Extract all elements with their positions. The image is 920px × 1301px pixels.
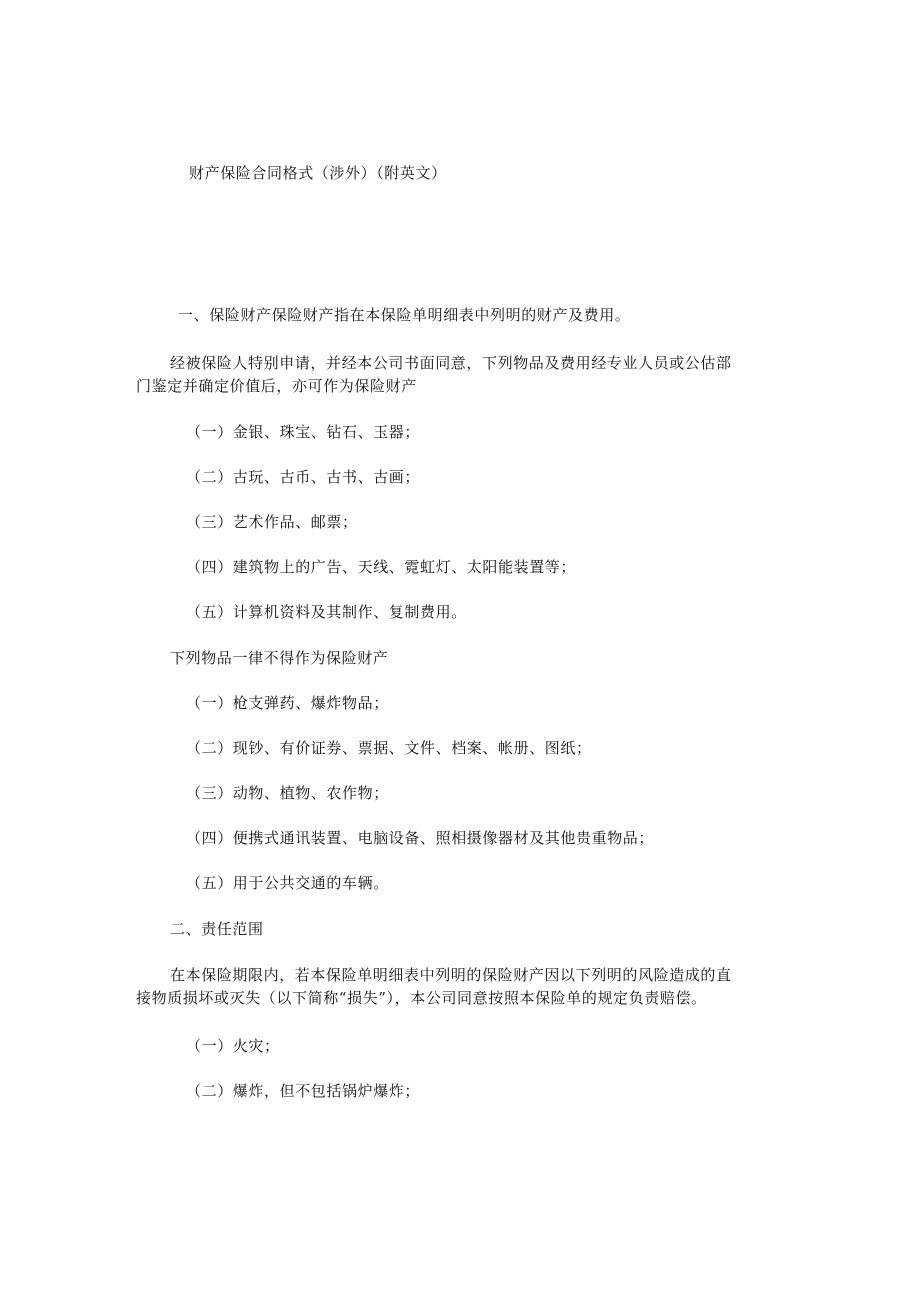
included-item: （五）计算机资料及其制作、复制费用。 [186, 603, 467, 621]
section-1-paragraph-line-1: 经被保险人特别申请，并经本公司书面同意，下列物品及费用经专业人员或公估部 [170, 354, 732, 372]
excluded-item: （二）现钞、有价证券、票据、文件、档案、帐册、图纸； [186, 739, 592, 757]
included-item: （三）艺术作品、邮票； [186, 513, 358, 531]
section-2-heading: 二、责任范围 [170, 920, 264, 938]
excluded-intro: 下列物品一律不得作为保险财产 [170, 649, 389, 667]
section-1-paragraph-line-2: 门鉴定并确定价值后，亦可作为保险财产 [136, 377, 417, 395]
included-item: （二）古玩、古币、古书、古画； [186, 468, 421, 486]
excluded-item: （五）用于公共交通的车辆。 [186, 874, 389, 892]
included-item: （一）金银、珠宝、钻石、玉器； [186, 423, 421, 441]
coverage-item: （二）爆炸，但不包括锅炉爆炸； [186, 1082, 421, 1100]
excluded-item: （三）动物、植物、农作物； [186, 784, 389, 802]
document-title: 财产保险合同格式（涉外）（附英文） [189, 164, 447, 182]
included-item: （四）建筑物上的广告、天线、霓虹灯、太阳能装置等； [186, 558, 577, 576]
excluded-item: （四）便携式通讯装置、电脑设备、照相摄像器材及其他贵重物品； [186, 829, 655, 847]
section-2-paragraph-line-1: 在本保险期限内，若本保险单明细表中列明的保险财产因以下列明的风险造成的直 [170, 966, 732, 984]
section-2-paragraph-line-2: 接物质损坏或灭失（以下简称“损失”），本公司同意按照本保险单的规定负责赔偿。 [136, 989, 707, 1007]
coverage-item: （一）火灾； [186, 1037, 280, 1055]
section-1-heading: 一、保险财产保险财产指在本保险单明细表中列明的财产及费用。 [178, 306, 631, 324]
excluded-item: （一）枪支弹药、爆炸物品； [186, 694, 389, 712]
